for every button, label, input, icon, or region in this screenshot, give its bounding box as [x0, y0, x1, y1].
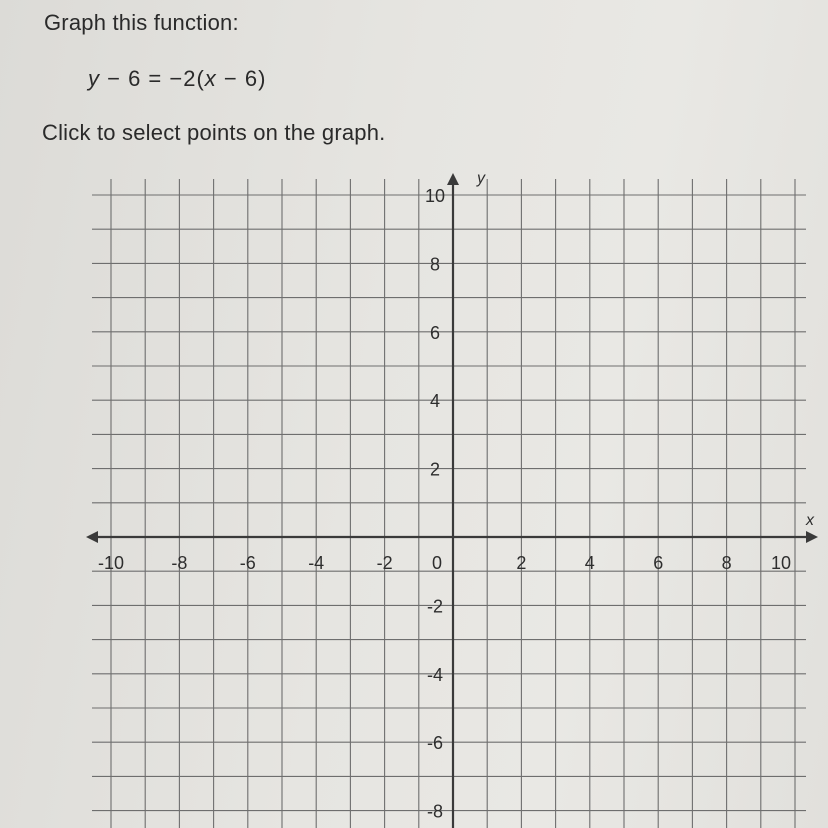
x-tick-label: 10	[770, 553, 792, 573]
y-tick-label: -6	[426, 733, 444, 754]
tick-labels	[98, 170, 815, 822]
equation-end: − 6)	[216, 66, 267, 91]
equation-middle: − 6 = −2(	[100, 66, 205, 91]
axes	[86, 173, 818, 828]
x-axis-left-arrow-icon	[86, 531, 98, 543]
x-tick-label: -4	[308, 553, 325, 573]
equation-y-variable: y	[88, 66, 100, 91]
x-tick-label: 0	[431, 553, 443, 573]
x-axis-right-arrow-icon	[806, 531, 818, 543]
x-tick-label: 4	[584, 553, 595, 573]
x-tick-label: -8	[171, 553, 188, 573]
x-tick-label: -6	[239, 553, 256, 573]
y-tick-label: 10	[424, 186, 446, 206]
graph-instruction: Click to select points on the graph.	[42, 120, 386, 145]
x-tick-label: 8	[721, 553, 732, 573]
y-axis-label: y	[477, 170, 485, 187]
x-tick-label: 2	[516, 553, 527, 573]
y-tick-label: -8	[426, 801, 444, 822]
y-tick-label: 2	[429, 459, 441, 480]
y-tick-label: -2	[426, 596, 444, 617]
x-tick-label: 6	[653, 553, 664, 573]
y-tick-label: 6	[429, 322, 441, 343]
question-prompt: Graph this function:	[44, 10, 239, 35]
equation-x-variable: x	[204, 66, 217, 91]
grid-lines	[92, 179, 806, 828]
y-tick-label: 8	[429, 254, 441, 275]
x-tick-label: -10	[97, 553, 125, 573]
y-axis-up-arrow-icon	[447, 173, 459, 185]
x-axis-label: x	[806, 512, 814, 529]
y-tick-label: -4	[426, 664, 444, 685]
y-tick-label: 4	[429, 391, 441, 412]
x-tick-label: -2	[376, 553, 393, 573]
